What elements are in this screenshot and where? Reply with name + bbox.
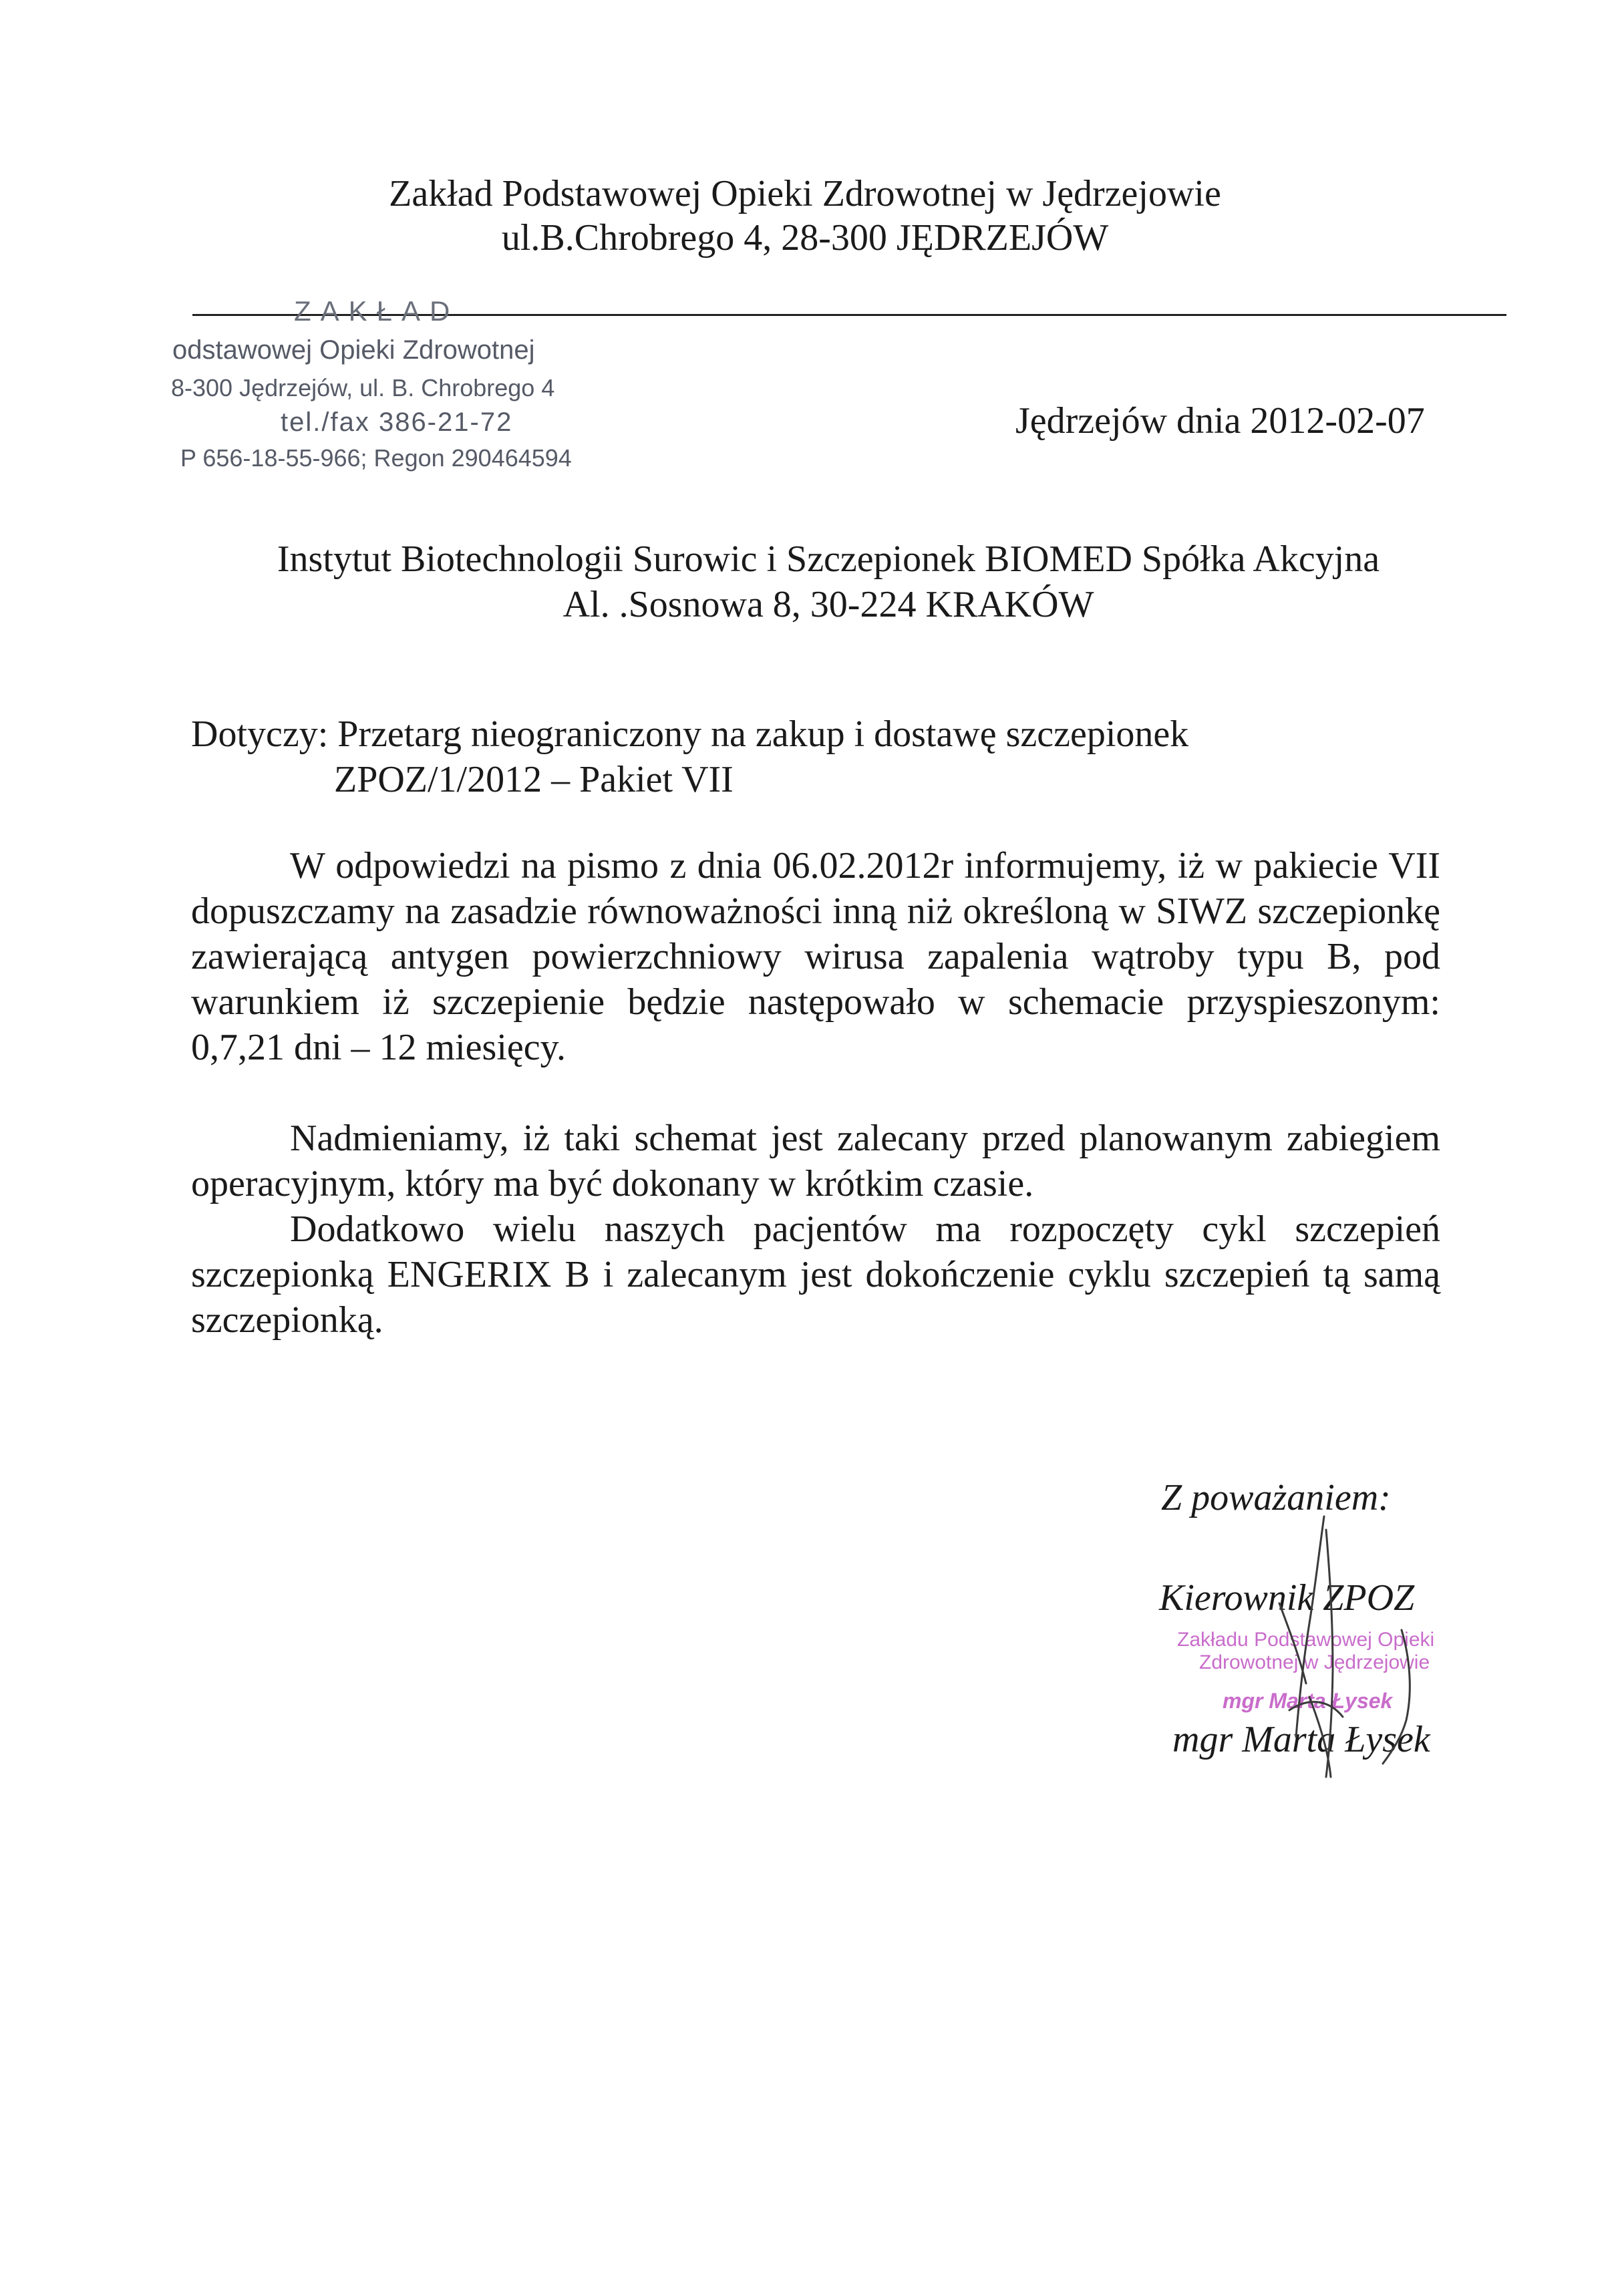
letterhead-institution: Zakład Podstawowej Opieki Zdrowotnej w Jędrzejowie <box>389 173 1221 214</box>
paragraph-2-text: Nadmieniamy, iż taki schemat jest zalecany przed planowanym zabiegiem operacyjnym, który ma być dokonany w krótkim czasie. <box>191 1118 1440 1204</box>
stamp-line-3: tel./fax 386-21-72 <box>281 407 513 437</box>
letterhead-address: ul.B.Chrobrego 4, 28-300 JĘDRZEJÓW <box>501 217 1109 259</box>
subject-line-1: Dotyczy: Przetarg nieograniczony na zakup i dostawę szczepionek <box>191 713 1189 755</box>
body-paragraph-1 <box>191 843 1440 1070</box>
body-paragraph-2 <box>191 1116 1440 1206</box>
closing-title: Kierownik ZPOZ <box>1159 1577 1415 1619</box>
body-paragraph-3 <box>191 1206 1440 1343</box>
stamp-line-4: P 656-18-55-966; Regon 290464594 <box>180 444 572 472</box>
closing-name: mgr Marta Łysek <box>1172 1719 1430 1760</box>
closing-regards: Z poważaniem: <box>1161 1477 1391 1518</box>
recipient-name: Instytut Biotechnologii Surowic i Szczepionek BIOMED Spółka Akcyjna <box>277 538 1380 580</box>
letter-date: Jędrzejów dnia 2012-02-07 <box>1015 400 1425 442</box>
paragraph-3-text: Dodatkowo wielu naszych pacjentów ma rozpoczęty cykl szczepień szczepionką ENGERIX B i zalecanym jest dokończenie cyklu szczepień tą samą szczepionką. <box>191 1208 1440 1341</box>
signature-stamp-line-3: mgr Marta Łysek <box>1223 1689 1393 1713</box>
signature-stamp-line-2: Zdrowotnej w Jędrzejowie <box>1199 1651 1430 1673</box>
subject-line-2: ZPOZ/1/2012 – Pakiet VII <box>334 759 734 800</box>
paragraph-1-text: W odpowiedzi na pismo z dnia 06.02.2012r informujemy, iż w pakiecie VII dopuszczamy na zasadzie równoważności inną niż określoną w SIWZ szczepionkę zawierającą antygen powierzchniowy wirusa zapalenia wątroby typu B, pod warunkiem iż szczepienie będzie następowało w schemacie przyspieszonym: 0,7,21 dni – 12 miesięcy. <box>191 845 1440 1068</box>
recipient-address: Al. .Sosnowa 8, 30-224 KRAKÓW <box>562 584 1094 625</box>
stamp-title: ZAKŁAD <box>294 295 460 327</box>
stamp-line-1: odstawowej Opieki Zdrowotnej <box>172 335 535 365</box>
stamp-line-2: 8-300 Jędrzejów, ul. B. Chrobrego 4 <box>171 374 555 401</box>
signature-stamp-line-1: Zakładu Podstawowej Opieki <box>1177 1629 1435 1651</box>
